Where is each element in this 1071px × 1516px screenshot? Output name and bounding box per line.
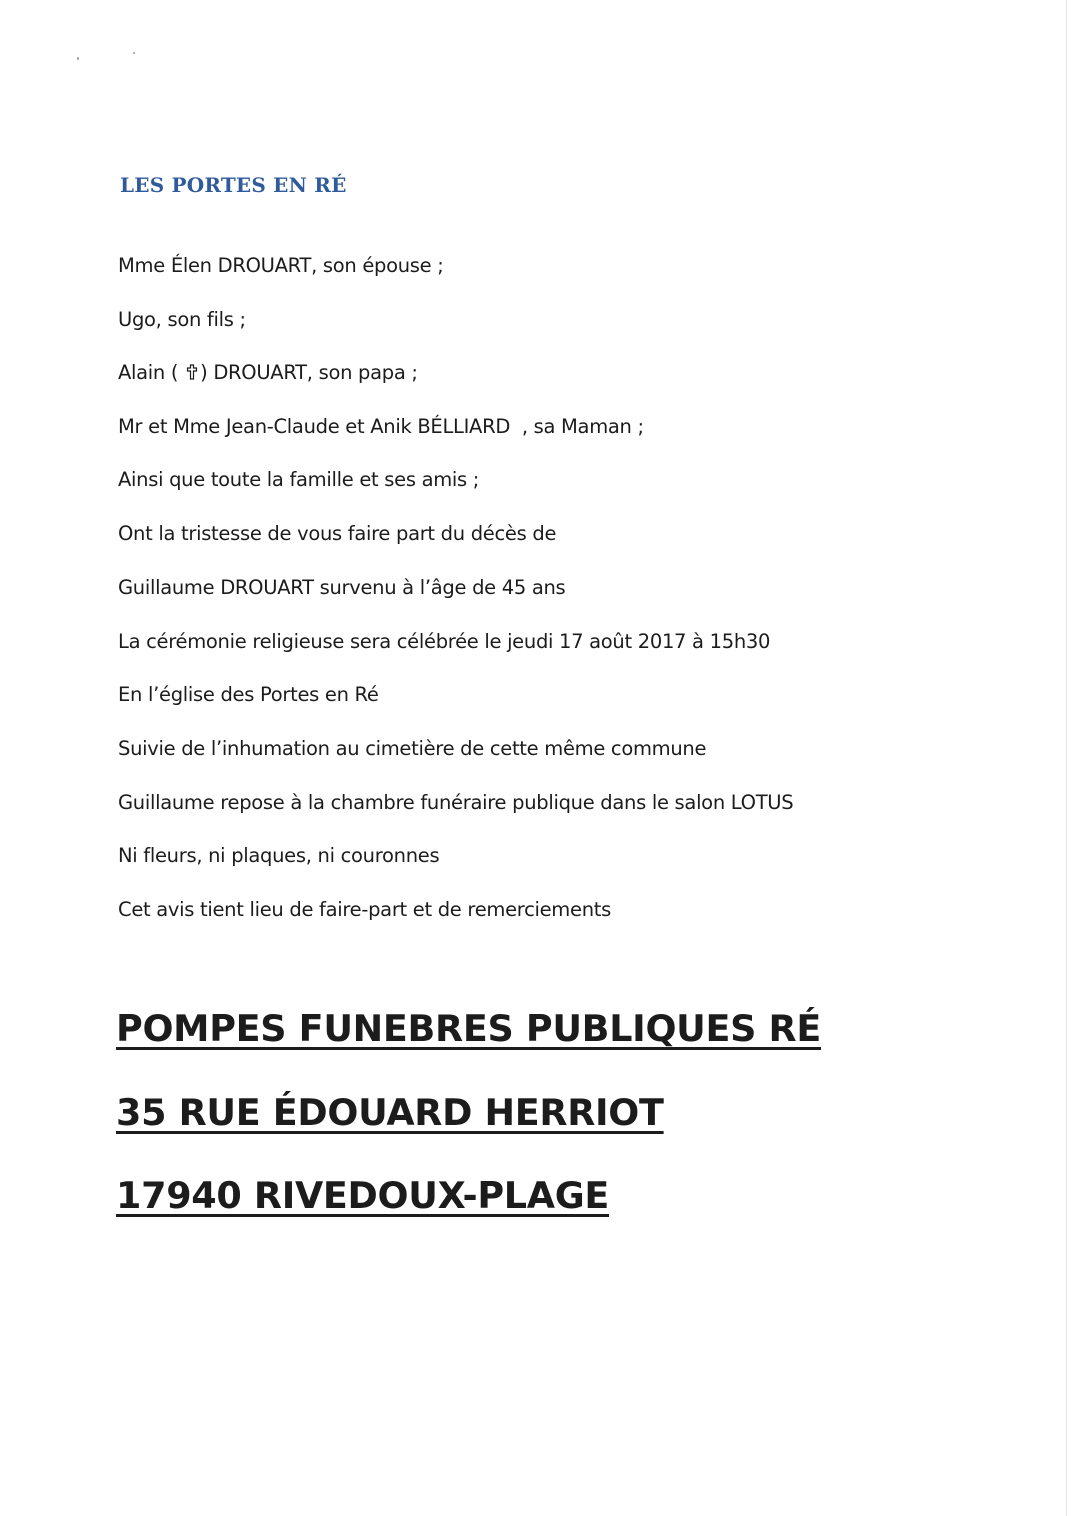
announcement-line-deceased: Guillaume DROUART survenu à l’âge de 45 ans	[118, 576, 566, 599]
cross-icon	[186, 362, 198, 378]
announcement-line-church: En l’église des Portes en Ré	[118, 683, 379, 706]
page-title: LES PORTES EN RÉ	[120, 173, 347, 197]
scan-speck	[77, 57, 79, 60]
father-name-prefix: Alain (	[118, 361, 179, 384]
father-name-suffix: ) DROUART, son papa ;	[200, 361, 418, 384]
announcement-line-burial: Suivie de l’inhumation au cimetière de cette même commune	[118, 737, 707, 760]
announcement-line-spouse: Mme Élen DROUART, son épouse ;	[118, 254, 444, 277]
announcement-line-notice: Cet avis tient lieu de faire-part et de remerciements	[118, 898, 611, 921]
announcement-line-rest: Guillaume repose à la chambre funéraire publique dans le salon LOTUS	[118, 791, 794, 814]
scan-edge	[1066, 0, 1067, 1516]
funeral-home-name: POMPES FUNEBRES PUBLIQUES RÉ	[116, 1007, 821, 1050]
announcement-line-family: Ainsi que toute la famille et ses amis ;	[118, 468, 480, 491]
announcement-line-ceremony: La cérémonie religieuse sera célébrée le jeudi 17 août 2017 à 15h30	[118, 630, 771, 653]
announcement-line-mother: Mr et Mme Jean-Claude et Anik BÉLLIARD , sa Maman ;	[118, 415, 644, 438]
announcement-line-sadness: Ont la tristesse de vous faire part du décès de	[118, 522, 557, 545]
funeral-home-street: 35 RUE ÉDOUARD HERRIOT	[116, 1091, 664, 1134]
scan-speck	[133, 52, 135, 54]
announcement-line-father	[118, 361, 418, 384]
announcement-line-son: Ugo, son fils ;	[118, 308, 246, 331]
funeral-home-city: 17940 RIVEDOUX-PLAGE	[116, 1174, 609, 1217]
announcement-line-flowers: Ni fleurs, ni plaques, ni couronnes	[118, 844, 440, 867]
